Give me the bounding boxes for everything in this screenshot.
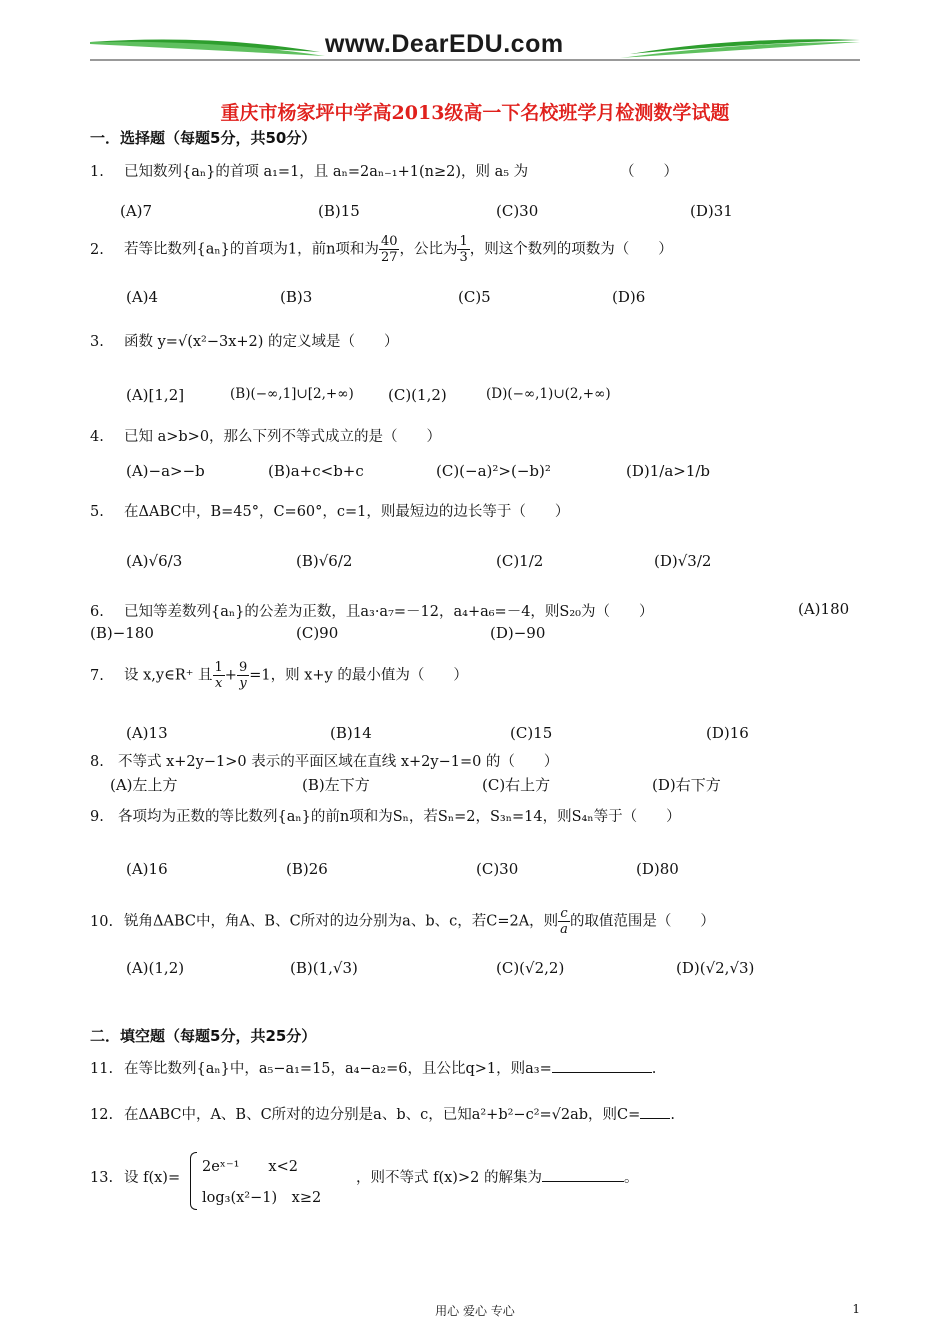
option-a: (A)[1,2] (126, 386, 185, 404)
option-c: (C)右上方 (482, 776, 551, 794)
answer-blank[interactable] (640, 1106, 670, 1119)
option-a: (A)180 (798, 600, 850, 618)
piecewise-case-1: 2eˣ⁻¹ x<2 (202, 1159, 298, 1175)
question-number: 11. (90, 1061, 114, 1077)
fraction-1-x: $\frac{1}{x}$ (214, 660, 223, 691)
question-text: 设 x,y∈R⁺ 且 (124, 667, 213, 684)
option-b: (B)−180 (90, 624, 154, 642)
question-number: 10. (90, 913, 114, 930)
option-b: (B)14 (330, 724, 372, 742)
question-text: 已知等差数列{aₙ}的公差为正数，且a₃·a₇=－12，a₄+a₆=－4，则S₂₀为（ ） (124, 604, 654, 620)
option-a: (A)13 (126, 724, 168, 742)
question-number: 8. (90, 754, 104, 770)
question-number: 4. (90, 429, 104, 445)
question-number: 9. (90, 809, 104, 825)
question-text: 在ΔABC中，B=45°，C=60°，c=1，则最短边的边长等于（ ） (124, 504, 570, 520)
question-number: 12. (90, 1107, 114, 1123)
question-text: 不等式 x+2y−1>0 表示的平面区域在直线 x+2y−1=0 的（ ） (118, 754, 559, 770)
question-number: 6. (90, 604, 104, 620)
question-13-tail: ，则不等式 f(x)>2 的解集为 。 (356, 1170, 639, 1186)
option-d: (D)(√2,√3) (676, 959, 755, 977)
option-c: (C)(1,2) (388, 386, 447, 404)
question-6 (90, 600, 654, 621)
option-a: (A)左上方 (110, 776, 178, 794)
question-4 (90, 425, 441, 446)
question-number: 7. (90, 667, 104, 684)
page-number: 1 (852, 1302, 860, 1316)
option-d: (D)16 (706, 724, 749, 742)
question-2: 2. 若等比数列{aₙ}的首项为1，前n项和为 $\frac{40}{27}$ ，公比为 $\frac{1}{3}$ ，则这个数列的项数为（ ） (90, 234, 673, 265)
option-d: (D)80 (636, 860, 679, 878)
option-a: (A)−a>−b (126, 462, 205, 480)
option-b: (B)26 (286, 860, 328, 878)
question-number: 13. (90, 1170, 114, 1186)
option-d: (D)(−∞,1)∪(2,+∞) (486, 386, 611, 402)
page-title: 重庆市杨家坪中学高2013级高一下名校班学月检测数学试题 (220, 102, 730, 124)
option-c: (C)(−a)²>(−b)² (436, 462, 551, 480)
option-b: (B)15 (318, 202, 360, 220)
question-9 (90, 805, 681, 826)
question-3 (90, 330, 399, 351)
option-d: (D)31 (690, 202, 733, 220)
option-d: (D)√3/2 (654, 552, 712, 570)
site-logo-text: www.DearEDU.com (325, 30, 564, 58)
option-d: (D)−90 (490, 624, 546, 642)
piecewise-case-2: log₃(x²−1) x≥2 (202, 1190, 322, 1206)
question-13 (90, 1166, 180, 1187)
option-d: (D)右下方 (652, 776, 721, 794)
option-c: (C)15 (510, 724, 553, 742)
question-number: 2. (90, 241, 104, 258)
question-text: 函数 y=√(x²−3x+2) 的定义域是（ ） (124, 334, 399, 350)
fraction-c-a: $\frac{c}{a}$ (560, 906, 568, 937)
piecewise-brace (190, 1152, 197, 1210)
question-text: 若等比数列{aₙ}的首项为1，前n项和为 (124, 241, 379, 258)
option-b: (B)√6/2 (296, 552, 353, 570)
question-text: 已知数列{aₙ}的首项 a₁=1，且 aₙ=2aₙ₋₁+1(n≥2)，则 a₅ 为 (124, 164, 529, 180)
question-12: 12. 在ΔABC中，A、B、C所对的边分别是a、b、c，已知a²+b²−c²=√2ab，则C= . (90, 1107, 675, 1123)
question-number: 1. (90, 164, 104, 180)
option-b: (B)(−∞,1]∪[2,+∞) (230, 386, 354, 402)
question-text: 设 f(x)= (124, 1170, 181, 1186)
option-b: (B)3 (280, 288, 313, 306)
option-b: (B)a+c<b+c (268, 462, 364, 480)
fraction-9-y: $\frac{9}{y}$ (238, 660, 248, 691)
option-a: (A)√6/3 (126, 552, 183, 570)
option-c: (C)30 (496, 202, 539, 220)
option-d: (D)6 (612, 288, 646, 306)
footer-slogan: 用心 爱心 专心 (435, 1304, 515, 1318)
fraction-40-27: $\frac{40}{27}$ (380, 234, 398, 265)
question-number: 5. (90, 504, 104, 520)
fraction-1-3: $\frac{1}{3}$ (459, 234, 468, 265)
option-d: (D)1/a>1/b (626, 462, 711, 480)
option-a: (A)4 (126, 288, 159, 306)
option-c: (C)90 (296, 624, 339, 642)
question-5 (90, 500, 569, 521)
question-10: 10. 锐角ΔABC中，角A、B、C所对的边分别为a、b、c，若C=2A，则 $\frac{c}{a}$ 的取值范围是（ ） (90, 906, 715, 937)
option-a: (A)(1,2) (126, 959, 185, 977)
answer-paren: （ ） (620, 164, 678, 180)
question-text: 在等比数列{aₙ}中，a₅−a₁=15，a₄−a₂=6，且公比q>1，则a₃= (124, 1061, 552, 1077)
question-number: 3. (90, 334, 104, 350)
question-text: 已知 a>b>0，那么下列不等式成立的是（ ） (124, 429, 442, 445)
option-a: (A)16 (126, 860, 168, 878)
question-8 (90, 750, 558, 771)
question-text: 在ΔABC中，A、B、C所对的边分别是a、b、c，已知a²+b²−c²=√2ab，则C= (124, 1107, 641, 1123)
option-c: (C)30 (476, 860, 519, 878)
answer-blank[interactable] (552, 1060, 652, 1073)
question-text: 锐角ΔABC中，角A、B、C所对的边分别为a、b、c，若C=2A，则 (124, 913, 559, 930)
question-7: 7. 设 x,y∈R⁺ 且 $\frac{1}{x}$ + $\frac{9}{y}$ =1，则 x+y 的最小值为（ ） (90, 660, 468, 691)
question-text: 各项均为正数的等比数列{aₙ}的前n项和为Sₙ，若Sₙ=2，S₃ₙ=14，则S₄ₙ等于（ ） (118, 809, 681, 825)
question-11: 11. 在等比数列{aₙ}中，a₅−a₁=15，a₄−a₂=6，且公比q>1，则a₃= . (90, 1061, 657, 1077)
option-c: (C)(√2,2) (496, 959, 565, 977)
answer-blank[interactable] (542, 1169, 624, 1182)
option-b: (B)左下方 (302, 776, 370, 794)
option-b: (B)(1,√3) (290, 959, 358, 977)
section-heading-choice: 一．选择题（每题5分，共50分） (90, 129, 317, 147)
section-heading-fill: 二．填空题（每题5分，共25分） (90, 1027, 317, 1045)
question-1 (90, 160, 528, 181)
option-c: (C)1/2 (496, 552, 544, 570)
option-a: (A)7 (120, 202, 153, 220)
option-c: (C)5 (458, 288, 491, 306)
